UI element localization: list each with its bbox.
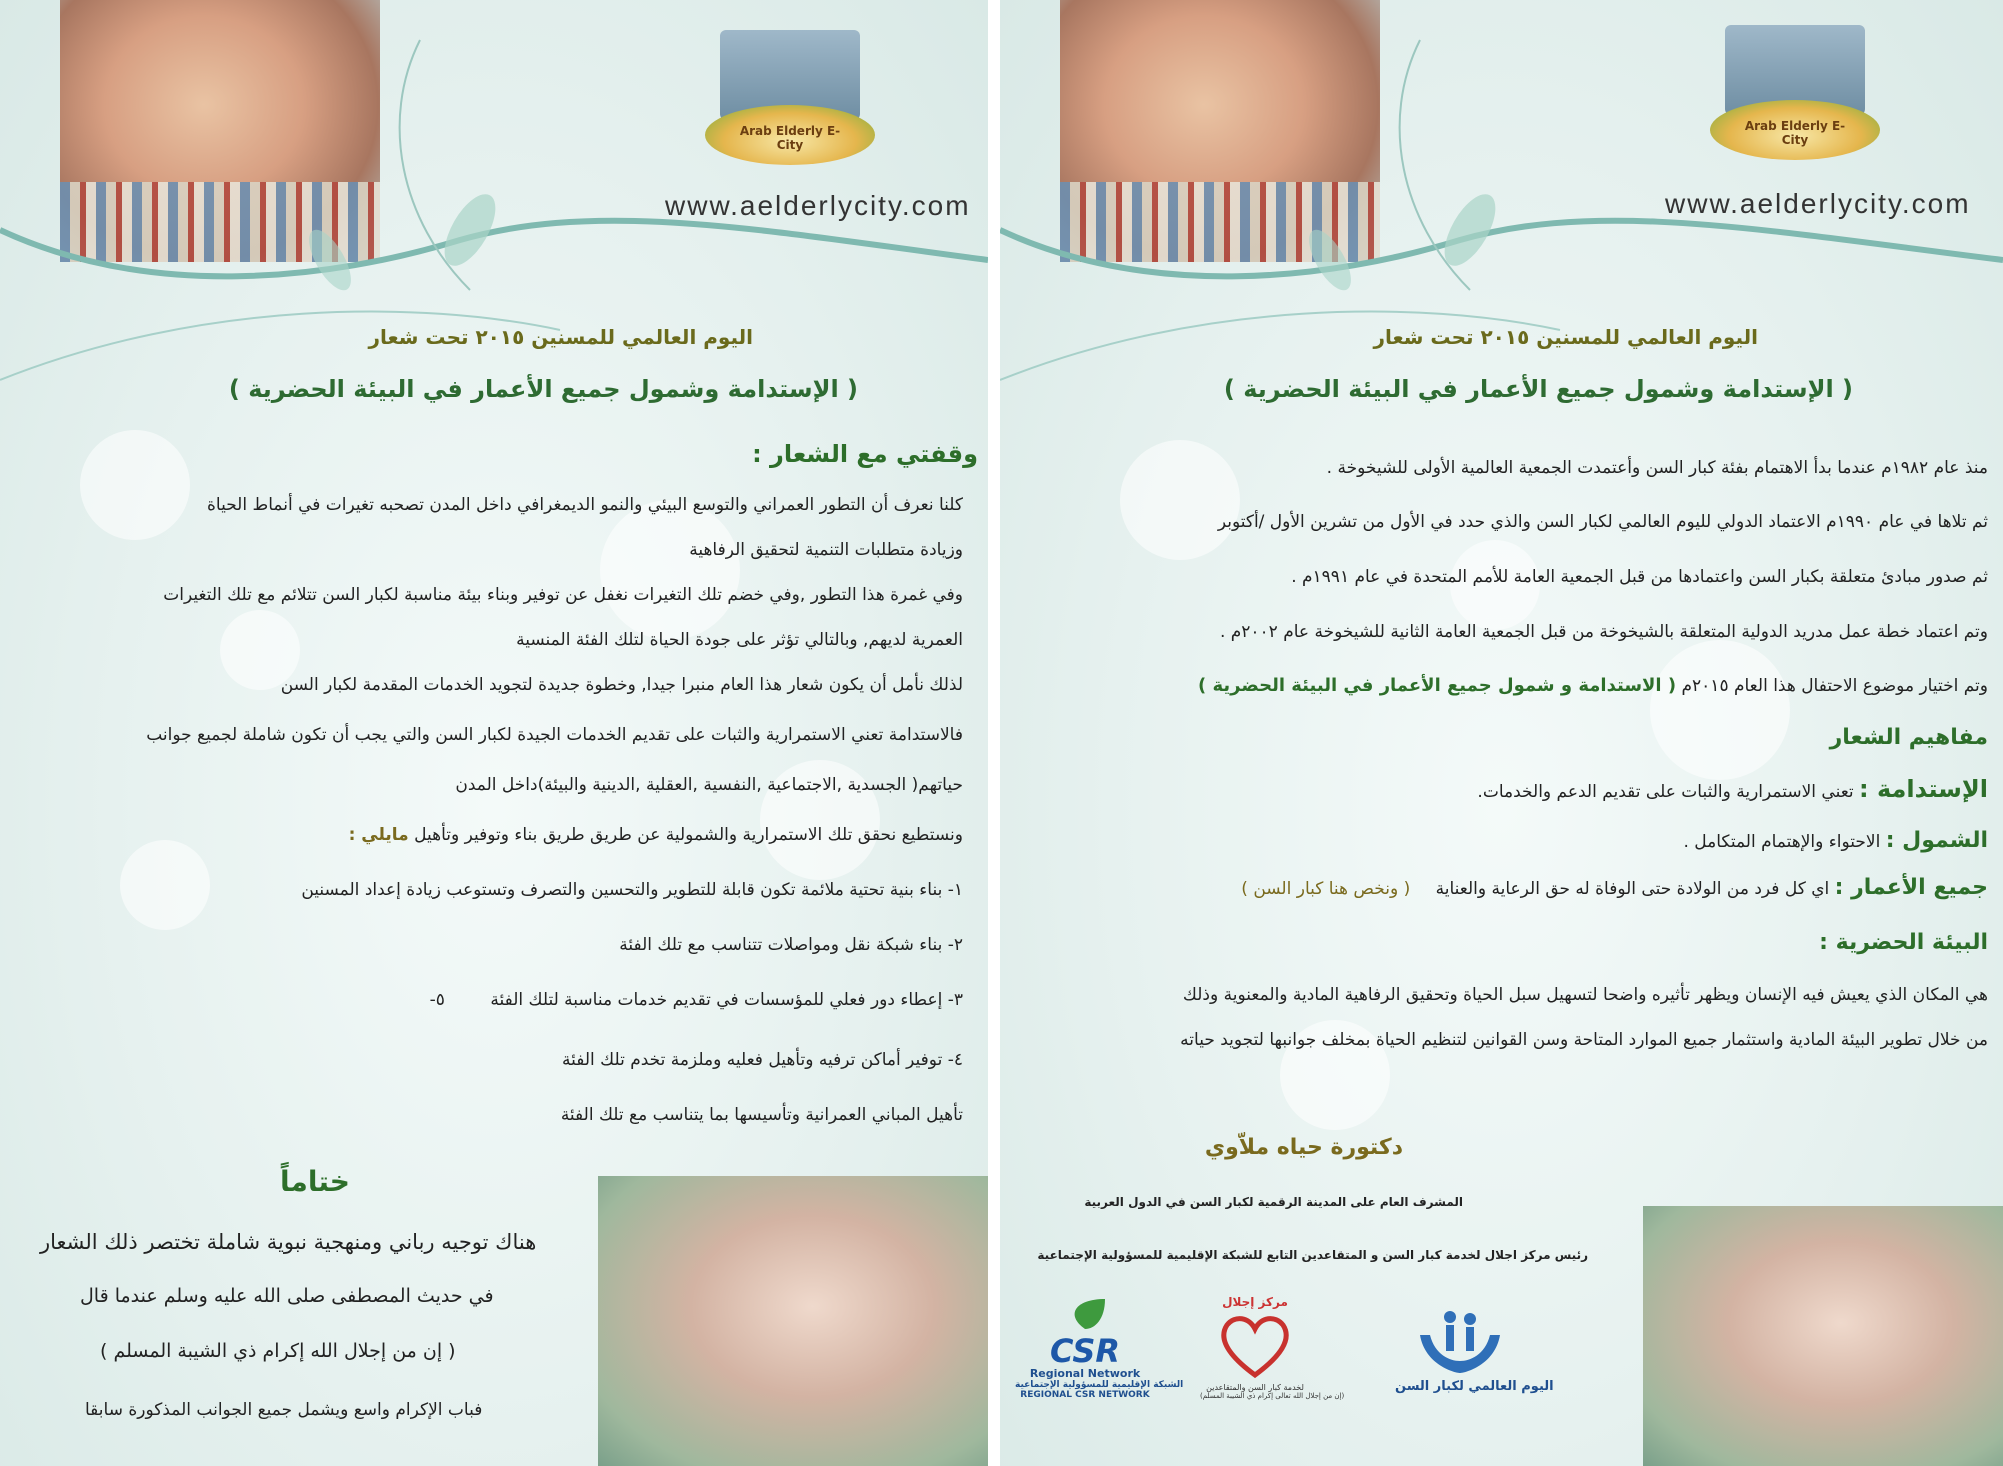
author-name: دكتورة حياه ملاّوي [1204,1135,1403,1160]
world-elderly-day-logo [1395,1305,1554,1394]
paragraph: العمرية لديهم, وبالتالي تؤثر على جودة الحياة لتلك الفئة المنسية [516,630,963,650]
csr-regional-network-logo [1015,1295,1184,1400]
section-title: وقفتي مع الشعار : [752,440,978,468]
list-item: تأهيل المباني العمرانية وتأسيسها بما يتناسب مع تلك الفئة [560,1105,963,1125]
elderly-woman-photo [1643,1206,2003,1466]
paragraph: فالاستدامة تعني الاستمرارية والثبات على تقديم الخدمات الجيدة لكبار السن والتي يجب أن تكون شاملة لجميع جوانب [146,725,963,745]
concept-term: جميع الأعمار : [1834,875,1988,900]
header-line1: اليوم العالمي للمسنين ٢٠١٥ تحت شعار [368,325,753,349]
history-line: ثم تلاها في عام ١٩٩٠م الاعتماد الدولي لليوم العالمي لكبار السن والذي حدد في الأول من تشرين الأول /أكتوبر [1217,512,1988,532]
concept-term: الشمول : [1885,828,1988,853]
list-intro-highlight: مايلي : [348,825,409,845]
heart-icon [1215,1309,1295,1379]
concept-row [1477,775,1988,803]
bokeh-circle [1650,640,1790,780]
theme-highlight: ( الاستدامة و شمول جميع الأعمار في البيئة الحضرية ) [1198,675,1677,696]
urban-line: هي المكان الذي يعيش فيه الإنسان ويظهر تأثيره واضحا لتسهيل سبل الحياة وتحقيق الرفاهية المادية والمعنوية وذلك [1182,985,1988,1005]
caring-hands-icon [1415,1305,1505,1375]
author-role: رئيس مركز اجلال لخدمة كبار السن و المتقاعدين التابع للشبكة الإقليمية للمسؤولية الإجتماعية [1037,1248,1588,1262]
leaf-icon [1055,1295,1115,1331]
partner-label: REGIONAL CSR NETWORK [1020,1390,1150,1400]
author-role: المشرف العام على المدينة الرقمية لكبار السن في الدول العربية [1084,1195,1463,1209]
arab-elderly-ecity-logo: Arab Elderly E-City [1705,15,1885,165]
concept-def: الاحتواء والإهتمام المتكامل . [1683,832,1881,852]
bokeh-circle [1120,440,1240,560]
concept-row [1241,875,1988,900]
header-line2: ( الإستدامة وشمول جميع الأعمار في البيئة الحضرية ) [228,375,858,403]
bokeh-circle [80,430,190,540]
concept-term: الإستدامة : [1859,775,1988,803]
history-line: ثم صدور مبادئ متعلقة بكبار السن واعتمادها من قبل الجمعية العامة للأمم المتحدة في عام ١٩٩١م . [1291,567,1988,587]
bokeh-circle [120,840,210,930]
paragraph: وفي غمرة هذا التطور ,وفي خضم تلك التغيرات نغفل عن توفير وبناء بيئة مناسبة لكبار السن تتلائم مع تلك التغيرات [163,585,963,605]
concept-def: اي كل فرد من الولادة حتى الوفاة له حق الرعاية والعناية [1435,879,1830,899]
elderly-woman-photo [598,1176,988,1466]
paragraph: وزيادة متطلبات التنمية لتحقيق الرفاهية [689,540,963,560]
closing-title: ختاماً [280,1165,350,1198]
history-line: وتم اعتماد خطة عمل مدريد الدولية المتعلقة بالشيخوخة من قبل الجمعية العامة الثانية للشيخوخة عام ٢٠٠٢م . [1219,622,1988,642]
closing-line: ( إن من إجلال الله إكرام ذي الشيبة المسلم ) [100,1340,456,1362]
site-url[interactable]: www.aelderlycity.com [1665,188,1971,219]
urban-title: البيئة الحضرية : [1819,930,1988,955]
concepts-title: مفاهيم الشعار [1829,725,1988,750]
partner-label: الشبكة الإقليمية للمسؤولية الإجتماعية [1015,1380,1184,1390]
partner-label: Regional Network [1029,1367,1141,1380]
partner-label: (إن من إجلال الله تعالى إكرام ذي الشيبة المسلم) [1200,1392,1345,1400]
arab-elderly-ecity-logo: Arab Elderly E-City [700,20,880,170]
list-intro-text: ونستطيع نحقق تلك الاستمرارية والشمولية عن طريق طريق بناء وتوفير وتأهيل [414,825,963,845]
paragraph: لذلك نأمل أن يكون شعار هذا العام منبرا جيدا, وخطوة جديدة لتجويد الخدمات المقدمة لكبار السن [280,675,963,695]
header-line2: ( الإستدامة وشمول جميع الأعمار في البيئة الحضرية ) [1223,375,1853,403]
theme-line [1198,675,1988,696]
ijlal-center-logo [1200,1295,1345,1400]
paragraph: حياتهم( الجسدية ,الاجتماعية ,النفسية ,العقلية ,الدينية والبيئة)داخل المدن [455,775,963,795]
list-item: ٢- بناء شبكة نقل ومواصلات تتناسب مع تلك الفئة [619,935,963,955]
list-item: ١- بناء بنية تحتية ملائمة تكون قابلة للتطوير والتحسين والتصرف وتستوعب زيادة إعداد المسنين [301,880,963,900]
csr-wordmark: CSR [1049,1332,1121,1370]
concept-row [1683,828,1988,853]
bokeh-circle [600,500,740,640]
concept-note: ( ونخص هنا كبار السن ) [1241,879,1411,899]
list-item-text: ٣- إعطاء دور فعلي للمؤسسات في تقديم خدمات مناسبة لتلك الفئة [490,990,963,1010]
header-line1: اليوم العالمي للمسنين ٢٠١٥ تحت شعار [1373,325,1758,349]
right-page [1000,0,2003,1466]
list-item [430,990,963,1010]
partner-label: اليوم العالمي لكبار السن [1395,1379,1554,1394]
page-divider [988,0,1000,1466]
site-url[interactable]: www.aelderlycity.com [665,190,971,221]
list-item-number: ٥- [429,990,445,1010]
list-item: ٤- توفير أماكن ترفيه وتأهيل فعليه وملزمة تخدم تلك الفئة [561,1050,963,1070]
closing-line: في حديث المصطفى صلى الله عليه وسلم عندما قال [80,1285,494,1307]
partner-label: لخدمة كبار السن والمتقاعدين [1206,1383,1304,1392]
concept-def: تعني الاستمرارية والثبات على تقديم الدعم والخدمات. [1477,782,1854,802]
left-page [0,0,988,1466]
partner-title: مركز إجلال [1222,1295,1288,1309]
closing-line: فباب الإكرام واسع ويشمل جميع الجوانب المذكورة سابقا [85,1400,483,1420]
theme-prefix: وتم اختيار موضوع الاحتفال هذا العام ٢٠١٥م [1681,676,1988,696]
closing-line: هناك توجيه رباني ومنهجية نبوية شاملة تختصر ذلك الشعار [40,1230,537,1254]
urban-line: من خلال تطوير البيئة المادية واستثمار جميع الموارد المتاحة وسن القوانين لتنظيم الحياة بمخلف جوانبها لتجويد حياته [1180,1030,1988,1050]
list-intro [349,825,963,845]
history-line: منذ عام ١٩٨٢م عندما بدأ الاهتمام بفئة كبار السن وأعتمدت الجمعية العالمية الأولى للشيخوخة . [1326,458,1988,478]
paragraph: كلنا نعرف أن التطور العمراني والتوسع البيئي والنمو الديمغرافي داخل المدن تصحبه تغيرات في أنماط الحياة [206,495,963,515]
